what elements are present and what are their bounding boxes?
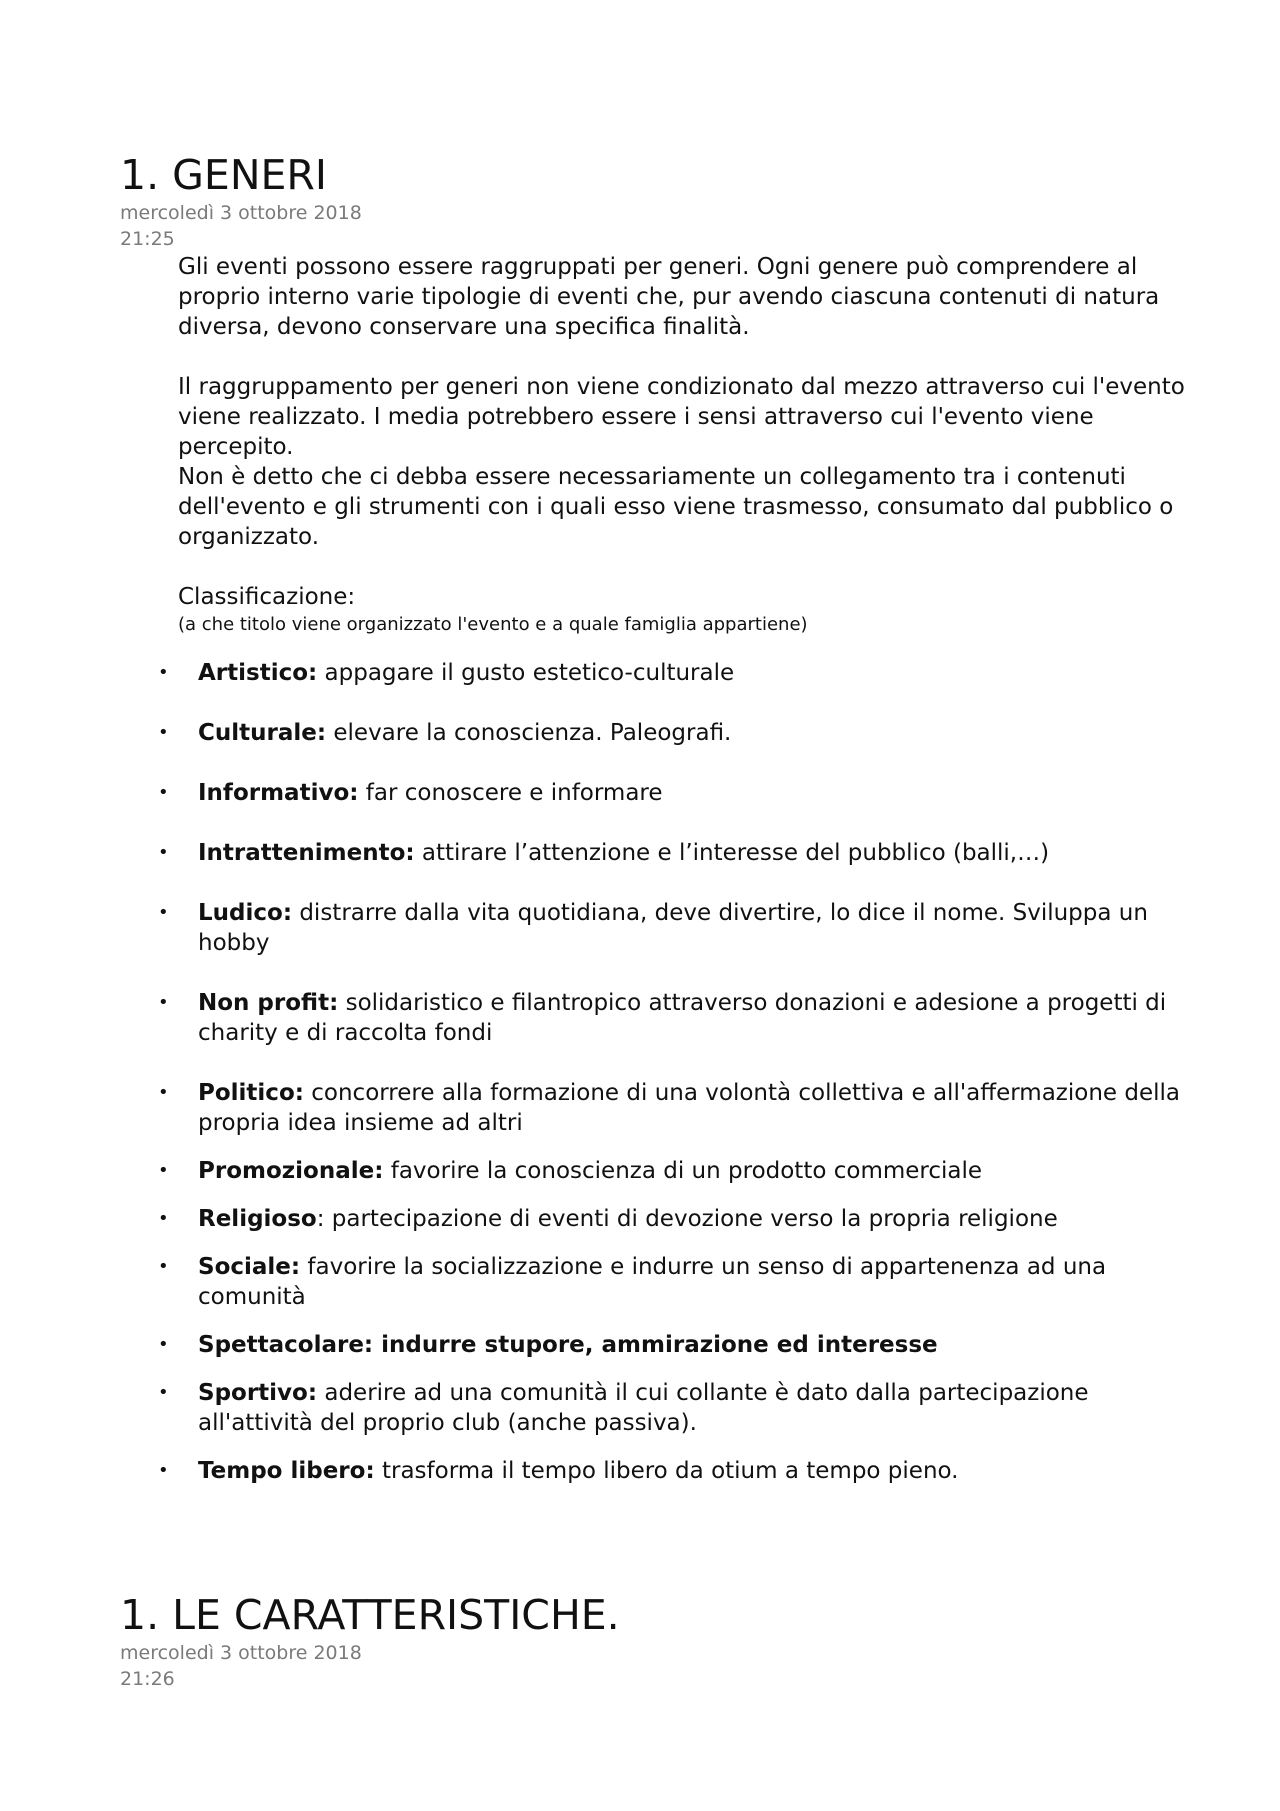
genre-term: Politico: [198,1080,304,1106]
list-item [120,1078,1198,1138]
genre-desc: favorire la socializzazione e indurre un senso di appartenenza ad una comunità [198,1254,1107,1310]
bullet-icon: • [158,1460,169,1481]
bullet-icon: • [158,1208,169,1229]
note-time: 21:25 [120,228,175,250]
genre-desc: indurre stupore, ammirazione ed interesse [373,1332,938,1358]
genre-term: Intrattenimento: [198,840,415,866]
genre-list [120,658,1180,1486]
section-caratteristiche [120,1590,1180,1692]
list-item [120,898,1198,958]
genre-desc: far conoscere e informare [358,780,663,806]
genre-term: Culturale: [198,720,327,746]
note-date: mercoledì 3 ottobre 2018 [120,202,362,224]
list-item [120,1252,1198,1312]
bullet-icon: • [158,1160,169,1181]
genre-desc: distrarre dalla vita quotidiana, deve divertire, lo dice il nome. Sviluppa un hobby [198,900,1148,956]
note-date: mercoledì 3 ottobre 2018 [120,1642,362,1664]
genre-desc: solidaristico e filantropico attraverso donazioni e adesione a progetti di charity e di raccolta fondi [198,990,1167,1046]
bullet-icon: • [158,782,169,803]
note-time: 21:26 [120,1668,175,1690]
bullet-icon: • [158,662,169,683]
genre-desc: : partecipazione di eventi di devozione verso la propria religione [316,1206,1058,1232]
genre-term: Ludico: [198,900,293,926]
page-title: 1. LE CARATTERISTICHE. [120,1591,620,1639]
list-item [120,1330,1198,1360]
classification-note: (a che titolo viene organizzato l'evento e a quale famiglia appartiene) [178,614,808,635]
genre-term: Sociale: [198,1254,301,1280]
genre-desc: appagare il gusto estetico-culturale [317,660,735,686]
bullet-icon: • [158,992,169,1013]
paragraph-intro: Gli eventi possono essere raggruppati per generi. Ogni genere può comprendere al proprio interno varie tipologie di eventi che, pur avendo ciascuna contenuti di natura diversa, devono conservare una specifica finalità. [178,254,1160,340]
bullet-icon: • [158,902,169,923]
bullet-icon: • [158,1334,169,1355]
list-item [120,1204,1198,1234]
bullet-icon: • [158,722,169,743]
genre-term: Tempo libero: [198,1458,375,1484]
list-item [120,718,1198,748]
genre-term: Informativo: [198,780,359,806]
list-item [120,838,1198,868]
note-body [178,252,1188,638]
list-item [120,658,1198,688]
paragraph-media: Il raggruppamento per generi non viene condizionato dal mezzo attraverso cui l'evento viene realizzato. I media potrebbero essere i sensi attraverso cui l'evento viene percepito. [178,374,1185,460]
bullet-icon: • [158,842,169,863]
list-item [120,1378,1198,1438]
genre-term: Non profit: [198,990,339,1016]
genre-desc: trasforma il tempo libero da otium a tempo pieno. [374,1458,959,1484]
bullet-icon: • [158,1256,169,1277]
genre-desc: aderire ad una comunità il cui collante è dato dalla partecipazione all'attività del proprio club (anche passiva). [198,1380,1089,1436]
list-item [120,1156,1198,1186]
genre-term: Artistico: [198,660,318,686]
bullet-icon: • [158,1382,169,1403]
genre-desc: elevare la conoscienza. Paleografi. [326,720,732,746]
genre-desc: attirare l’attenzione e l’interesse del pubblico (balli,…) [414,840,1050,866]
classification-label: Classificazione: [178,584,356,610]
list-item [120,988,1198,1048]
genre-desc: favorire la conoscienza di un prodotto commerciale [383,1158,983,1184]
list-item [120,1456,1198,1486]
section-generi [120,150,1185,1504]
genre-desc: concorrere alla formazione di una volontà collettiva e all'affermazione della propria idea insieme ad altri [198,1080,1180,1136]
genre-term: Spettacolare: [198,1332,374,1358]
paragraph-collegamento: Non è detto che ci debba essere necessariamente un collegamento tra i contenuti dell'evento e gli strumenti con i quali esso viene trasmesso, consumato dal pubblico o organizzato. [178,464,1174,550]
page-title: 1. GENERI [120,151,327,199]
bullet-icon: • [158,1082,169,1103]
genre-term: Promozionale: [198,1158,384,1184]
genre-term: Religioso [198,1206,317,1232]
list-item [120,778,1198,808]
genre-term: Sportivo: [198,1380,318,1406]
